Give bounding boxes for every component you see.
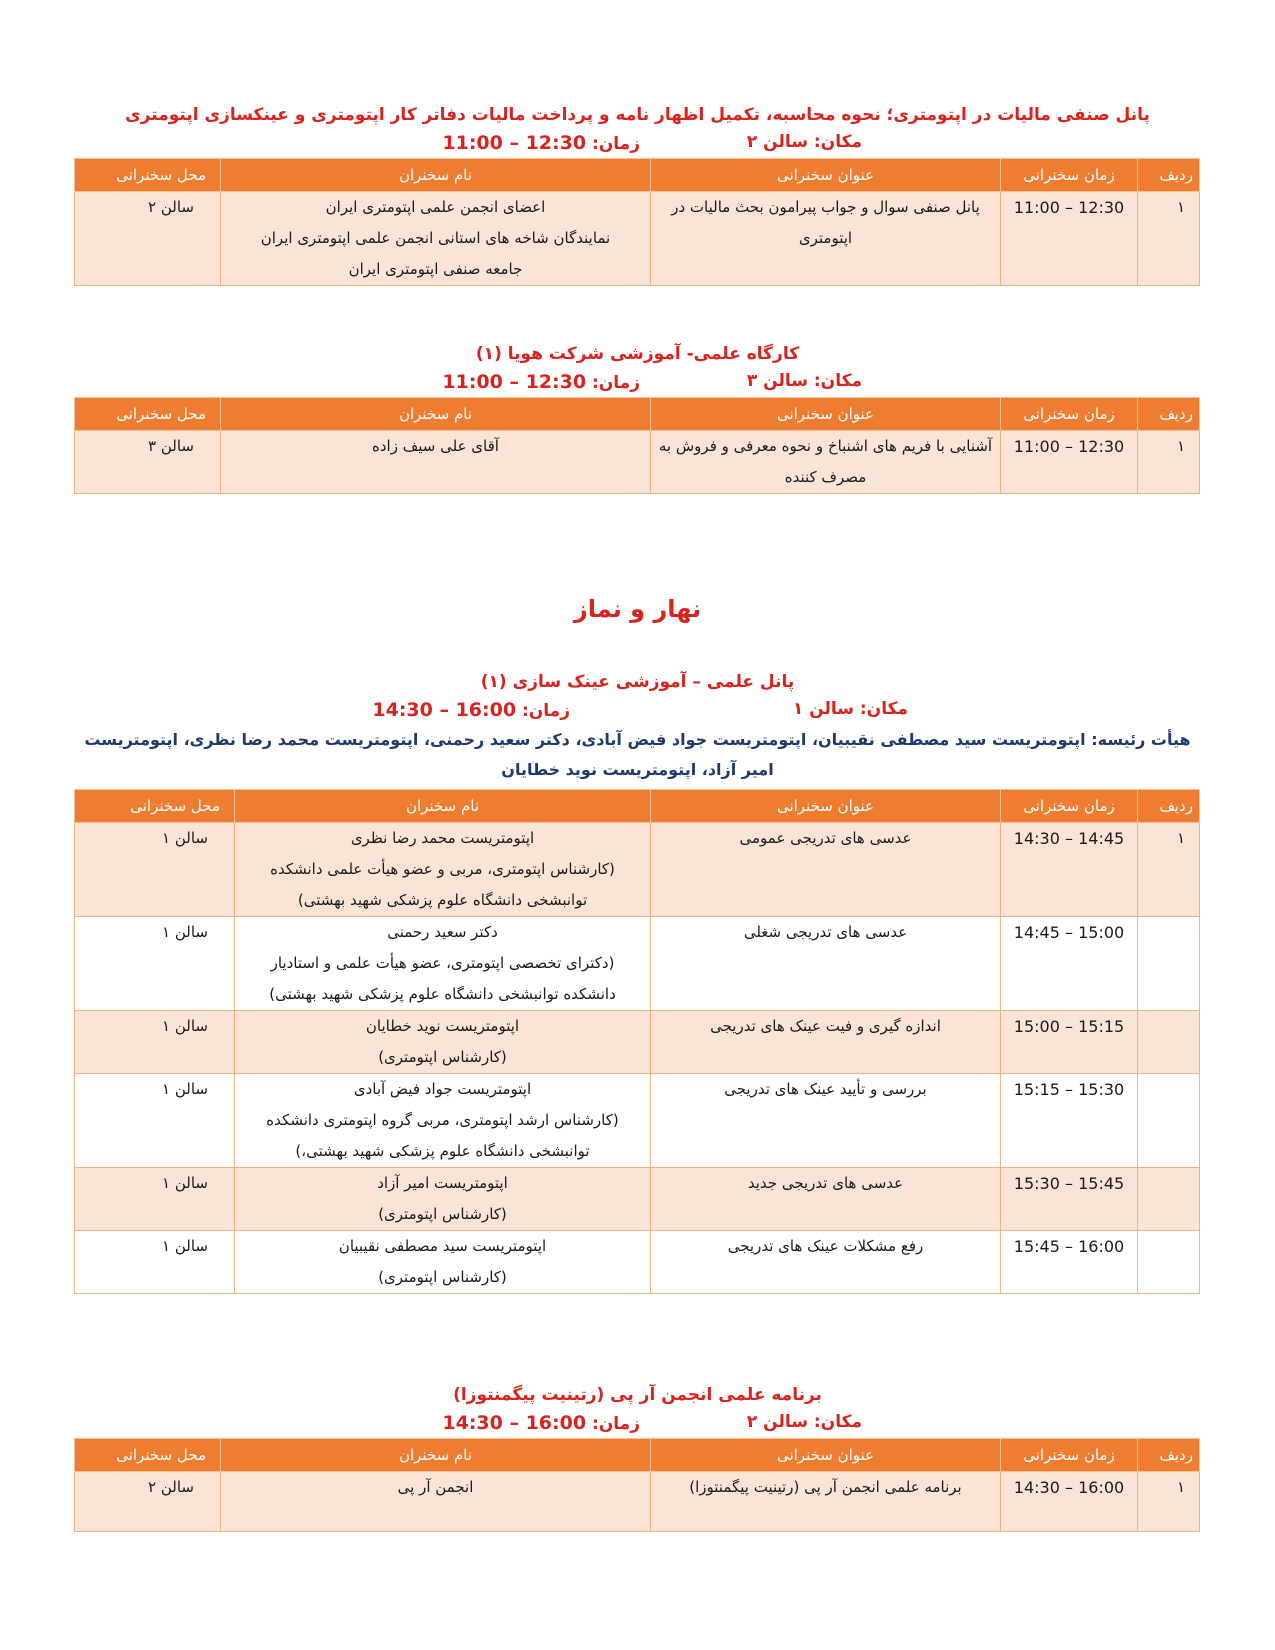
header-row-number: ردیف xyxy=(1138,398,1200,431)
title-line: رفع مشکلات عینک های تدریجی xyxy=(727,1237,924,1255)
row-number xyxy=(1138,917,1200,1011)
table-row xyxy=(75,431,1200,494)
table-row xyxy=(75,1231,1200,1294)
speaker-line: انجمن آر پی xyxy=(397,1478,474,1496)
session-place: مکان: سالن ۲ xyxy=(746,132,862,152)
session-time xyxy=(442,1412,640,1434)
header-row-number: ردیف xyxy=(1138,790,1200,823)
header-row-number: ردیف xyxy=(1138,159,1200,192)
row-time: 14:30 – 16:00 xyxy=(1001,1472,1138,1532)
row-place: سالن ۲ xyxy=(75,192,221,286)
row-number: ۱ xyxy=(1138,823,1200,917)
session-time xyxy=(442,371,640,393)
header-time: زمان سخنرانی xyxy=(1001,790,1138,823)
row-place: سالن ۳ xyxy=(75,431,221,494)
schedule-table xyxy=(74,1438,1200,1532)
session-time-label: زمان: xyxy=(591,134,640,154)
row-number xyxy=(1138,1231,1200,1294)
title-line: عدسی های تدریجی جدید xyxy=(747,1174,904,1192)
table-row xyxy=(75,917,1200,1011)
session-title: پانل علمی – آموزشی عینک سازی (۱) xyxy=(480,672,795,692)
session-time-label: زمان: xyxy=(591,1414,640,1434)
schedule-table xyxy=(74,158,1200,286)
row-time: 15:30 – 15:45 xyxy=(1001,1168,1138,1231)
row-time: 11:00 – 12:30 xyxy=(1001,431,1138,494)
row-title xyxy=(651,1472,1001,1532)
session-title: پانل صنفی مالیات در اپتومتری؛ نحوه محاسبه، تکمیل اظهار نامه و پرداخت مالیات دفاتر کار اپتومتری و عینکسازی اپتومتری xyxy=(125,105,1150,125)
session-title: کارگاه علمی- آموزشی شرکت هویا (۱) xyxy=(475,344,800,364)
row-speakers xyxy=(235,917,651,1011)
row-time: 15:45 – 16:00 xyxy=(1001,1231,1138,1294)
speaker-line: دانشکده توانبشخی دانشگاه علوم پزشکی شهید بهشتی) xyxy=(269,985,616,1003)
session-title: برنامه علمی انجمن آر پی (رتینیت پیگمنتوزا) xyxy=(453,1385,822,1405)
speaker-line: اپتومتریست نوید خطایان xyxy=(365,1017,520,1035)
row-speakers xyxy=(221,431,651,494)
schedule-table xyxy=(74,397,1200,494)
table-row xyxy=(75,1011,1200,1074)
row-time: 15:00 – 15:15 xyxy=(1001,1011,1138,1074)
session-place: مکان: سالن ۲ xyxy=(746,1412,862,1432)
row-speakers xyxy=(235,1231,651,1294)
row-number: ۱ xyxy=(1138,1472,1200,1532)
row-speakers xyxy=(221,192,651,286)
table-row xyxy=(75,1168,1200,1231)
title-line: آشنایی با فریم های اشنباخ و نحوه معرفی و فروش به xyxy=(658,437,993,455)
row-time: 14:45 – 15:00 xyxy=(1001,917,1138,1011)
presiding-board: هیأت رئیسه: اپتومتریست سید مصطفی نقیبیان، اپتومتریست جواد فیض آبادی، دکتر سعید رحمنی، اپتومتریست محمد رضا نظری، اپتومتریست امیر آزاد، اپتومتریست نوید خطایان xyxy=(84,730,1191,779)
header-time: زمان سخنرانی xyxy=(1001,1439,1138,1472)
row-place: سالن ۱ xyxy=(75,1231,235,1294)
title-line: پانل صنفی سوال و جواب پیرامون بحث مالیات در xyxy=(671,198,980,216)
row-title xyxy=(651,1168,1001,1231)
header-speakers: نام سخنران xyxy=(235,790,651,823)
session-meta xyxy=(75,1410,1200,1438)
title-line: برنامه علمی انجمن آر پی (رتینیت پیگمنتوزا) xyxy=(689,1478,962,1496)
header-speakers: نام سخنران xyxy=(221,159,651,192)
title-line: عدسی های تدریجی شغلی xyxy=(743,923,908,941)
session-time-value: 14:30 – 16:00 xyxy=(372,699,517,721)
title-line: بررسی و تأیید عینک های تدریجی xyxy=(724,1080,927,1098)
row-speakers xyxy=(221,1472,651,1532)
session-time xyxy=(442,132,640,154)
speaker-line: اپتومتریست جواد فیض آبادی xyxy=(353,1080,532,1098)
header-title: عنوان سخنرانی xyxy=(651,159,1001,192)
speaker-line: (کارشناس ارشد اپتومتری، مربی گروه اپتومتری دانشکده xyxy=(266,1111,619,1129)
speaker-line: اپتومتریست سید مصطفی نقیبیان xyxy=(338,1237,547,1255)
table-row xyxy=(75,192,1200,286)
title-line: مصرف کننده xyxy=(784,468,867,486)
header-time: زمان سخنرانی xyxy=(1001,159,1138,192)
speaker-line: آقای علی سیف زاده xyxy=(372,437,499,455)
header-title: عنوان سخنرانی xyxy=(651,1439,1001,1472)
row-number: ۱ xyxy=(1138,192,1200,286)
session-panel-spectacles xyxy=(75,667,1200,1294)
header-speakers: نام سخنران xyxy=(221,398,651,431)
session-rp-association xyxy=(75,1380,1200,1532)
session-place: مکان: سالن ۳ xyxy=(746,371,862,391)
row-title xyxy=(651,192,1001,286)
row-title xyxy=(651,1074,1001,1168)
row-title xyxy=(651,431,1001,494)
title-line: عدسی های تدریجی عمومی xyxy=(739,829,912,847)
speaker-line: (کارشناس اپتومتری) xyxy=(378,1048,507,1066)
speaker-line: نمایندگان شاخه های استانی انجمن علمی اپتومتری ایران xyxy=(260,229,611,247)
session-place: مکان: سالن ۱ xyxy=(792,699,908,719)
session-time-value: 11:00 – 12:30 xyxy=(442,132,587,154)
row-place: سالن ۱ xyxy=(75,1168,235,1231)
speaker-line: اپتومتریست امیر آزاد xyxy=(377,1174,508,1192)
row-time: 11:00 – 12:30 xyxy=(1001,192,1138,286)
session-meta xyxy=(75,130,1200,158)
row-speakers xyxy=(235,1074,651,1168)
speaker-line: توانبشخی دانشگاه علوم پزشکی شهید بهشتی،) xyxy=(295,1142,590,1160)
row-title xyxy=(651,823,1001,917)
title-line: اپتومتری xyxy=(798,229,853,247)
session-workshop-hoya xyxy=(75,339,1200,494)
header-speakers: نام سخنران xyxy=(221,1439,651,1472)
schedule-table xyxy=(74,789,1200,1294)
session-time xyxy=(372,699,570,721)
session-time-label: زمان: xyxy=(591,373,640,393)
header-place: محل سخنرانی xyxy=(75,398,221,431)
row-place: سالن ۱ xyxy=(75,917,235,1011)
speaker-line: (کارشناس اپتومتری) xyxy=(378,1205,507,1223)
header-row-number: ردیف xyxy=(1138,1439,1200,1472)
speaker-line: اعضای انجمن علمی اپتومتری ایران xyxy=(325,198,546,216)
header-place: محل سخنرانی xyxy=(75,1439,221,1472)
header-title: عنوان سخنرانی xyxy=(651,398,1001,431)
lunch-break-heading: نهار و نماز xyxy=(573,595,702,623)
row-number: ۱ xyxy=(1138,431,1200,494)
row-place: سالن ۲ xyxy=(75,1472,221,1532)
header-time: زمان سخنرانی xyxy=(1001,398,1138,431)
title-line: اندازه گیری و فیت عینک های تدریجی xyxy=(710,1017,941,1035)
row-place: سالن ۱ xyxy=(75,823,235,917)
speaker-line: (دکترای تخصصی اپتومتری، عضو هیأت علمی و استادیار xyxy=(270,954,615,972)
session-time-value: 11:00 – 12:30 xyxy=(442,371,587,393)
row-place: سالن ۱ xyxy=(75,1074,235,1168)
table-row xyxy=(75,1074,1200,1168)
speaker-line: جامعه صنفی اپتومتری ایران xyxy=(348,260,523,278)
row-number xyxy=(1138,1011,1200,1074)
speaker-line: توانبشخی دانشگاه علوم پزشکی شهید بهشتی) xyxy=(297,891,588,909)
session-panel-tax xyxy=(75,100,1200,286)
row-speakers xyxy=(235,1011,651,1074)
session-time-value: 14:30 – 16:00 xyxy=(442,1412,587,1434)
row-title xyxy=(651,1011,1001,1074)
row-title xyxy=(651,1231,1001,1294)
speaker-line: دکتر سعید رحمنی xyxy=(387,923,498,941)
row-number xyxy=(1138,1074,1200,1168)
row-place: سالن ۱ xyxy=(75,1011,235,1074)
session-time-label: زمان: xyxy=(521,701,570,721)
table-row xyxy=(75,823,1200,917)
row-time: 15:15 – 15:30 xyxy=(1001,1074,1138,1168)
header-title: عنوان سخنرانی xyxy=(651,790,1001,823)
row-speakers xyxy=(235,823,651,917)
speaker-line: (کارشناس اپتومتری، مربی و عضو هیأت علمی دانشکده xyxy=(270,860,615,878)
header-place: محل سخنرانی xyxy=(75,159,221,192)
session-meta xyxy=(75,697,1200,725)
table-row xyxy=(75,1472,1200,1532)
speaker-line: اپتومتریست محمد رضا نظری xyxy=(350,829,535,847)
speaker-line: (کارشناس اپتومتری) xyxy=(378,1268,507,1286)
row-time: 14:30 – 14:45 xyxy=(1001,823,1138,917)
header-place: محل سخنرانی xyxy=(75,790,235,823)
row-speakers xyxy=(235,1168,651,1231)
row-number xyxy=(1138,1168,1200,1231)
session-meta xyxy=(75,369,1200,397)
row-title xyxy=(651,917,1001,1011)
